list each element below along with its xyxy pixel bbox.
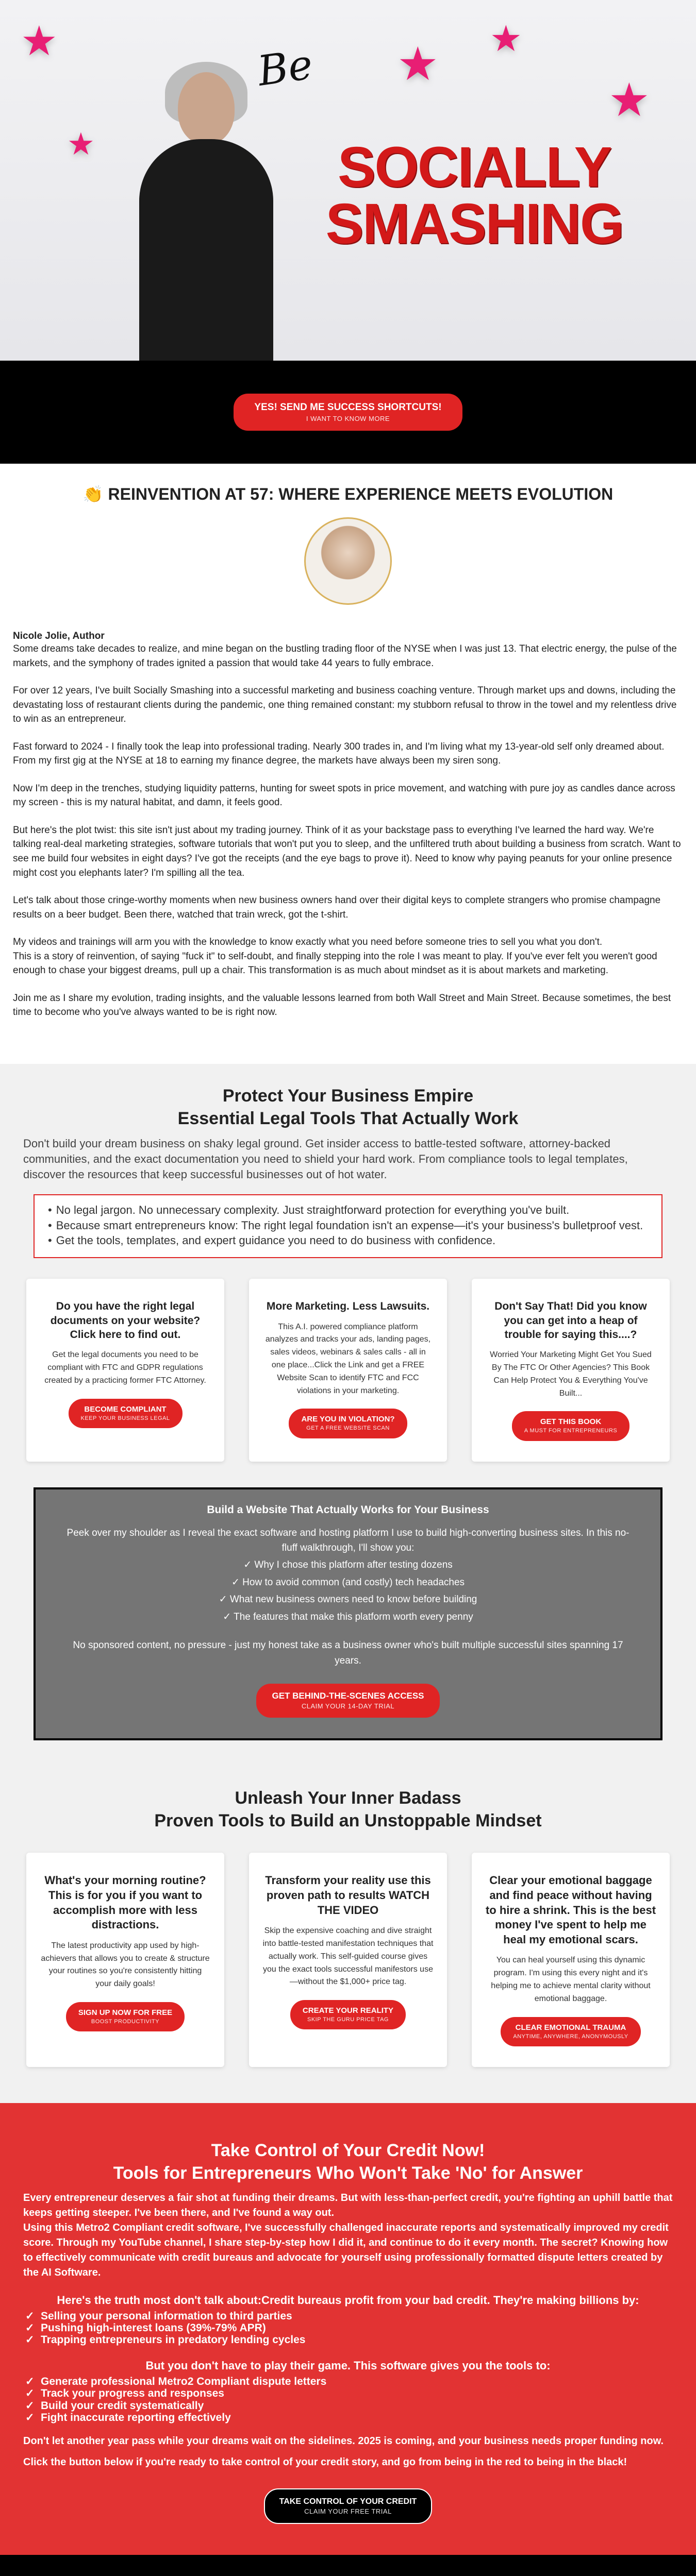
star-icon: ★ bbox=[21, 18, 58, 64]
button-label: GET THIS BOOK bbox=[540, 1417, 602, 1427]
story-paragraph: But here's the plot twist: this site isn't just about my trading journey. Think of it as your backstage pass to everything I've learned the hard way. We're talking real-deal marketing strategies, software tutorials that won't put you to sleep, and the unfiltered truth about building a business from scratch. Want to see me build four websites in eight days? I've got the receipts (and the eye bags to prove it). Need to know why paying peanuts for your online presence might cost you elephants later? I'm spilling all the tea. bbox=[13, 824, 681, 878]
legal-card bbox=[472, 1279, 670, 1461]
card-title: Do you have the right legal documents on your website? Click here to find out. bbox=[50, 1300, 201, 1341]
truth-list bbox=[23, 2310, 673, 2346]
button-label: YES! SEND ME SUCCESS SHORTCUTS! bbox=[254, 401, 442, 413]
bullet-text: Because smart entrepreneurs know: The right legal foundation isn't an expense—it's your business's bulletproof vest. bbox=[56, 1218, 643, 1232]
list-item: ✓ Track your progress and responses bbox=[23, 2387, 673, 2399]
credit-closing: Click the button below if you're ready to take control of your credit story, and go from being in the red to being in the black! bbox=[23, 2456, 627, 2468]
mindset-card bbox=[26, 1853, 224, 2066]
bullet-icon: • bbox=[48, 1204, 52, 1217]
button-sublabel: CLAIM YOUR FREE TRIAL bbox=[304, 2507, 392, 2515]
story-paragraph: My videos and trainings will arm you with the knowledge to know exactly what you need before someone tries to sell you what you don't. bbox=[13, 937, 603, 948]
story-section bbox=[13, 464, 683, 1064]
story-heading bbox=[13, 484, 683, 504]
mindset-card bbox=[249, 1853, 447, 2066]
get-book-button[interactable] bbox=[512, 1411, 630, 1440]
check-icon: ✓ bbox=[223, 1611, 234, 1622]
bullet-text: Get the tools, templates, and expert guidance you need to do business with confidence. bbox=[56, 1233, 496, 1247]
check-icon: ✓ bbox=[231, 1577, 243, 1588]
story-paragraph: This is a story of reinvention, of saying "fuck it" to self-doubt, and finally stepping into the role I was meant to play. If you've ever felt you weren't good enough to chase your biggest dreams, pull up a chair. This transformation is as much about mindset as it is about markets and marketing. bbox=[13, 951, 657, 976]
credit-heading bbox=[23, 2139, 673, 2184]
list-item bbox=[48, 1204, 648, 1216]
hero-banner bbox=[0, 0, 696, 361]
list-item: ✓ Build your credit systematically bbox=[23, 2400, 673, 2412]
item-text: Why I chose this platform after testing dozens bbox=[254, 1560, 453, 1571]
legal-card bbox=[26, 1279, 224, 1461]
clap-icon: 👏 bbox=[82, 485, 104, 503]
check-icon: ✓ bbox=[243, 1560, 255, 1571]
mindset-section bbox=[0, 1771, 696, 2103]
story-paragraph: Join me as I share my evolution, trading insights, and the valuable lessons learned from both Wall Street and Main Street. Because sometimes, the best time to become who you've always wanted to be is right now. bbox=[13, 992, 671, 1018]
button-label: ARE YOU IN VIOLATION? bbox=[301, 1415, 395, 1424]
credit-paragraph: Every entrepreneur deserves a fair shot at funding their dreams. But with less-than-perfect credit, you're fighting an uphill battle that keeps getting steeper. I've been there, and I've found a way out. bbox=[23, 2192, 673, 2219]
mindset-cards bbox=[0, 1853, 696, 2066]
card-title: What's your morning routine? This is for you if you want to accomplish more with less distractions. bbox=[44, 1874, 206, 1931]
tools-list bbox=[23, 2376, 673, 2423]
hero-title-line1: SOCIALLY bbox=[337, 135, 611, 199]
legal-heading-line2: Essential Legal Tools That Actually Work bbox=[177, 1109, 519, 1129]
legal-tools-section bbox=[0, 1064, 696, 1771]
bullet-text: No legal jargon. No unnecessary complexity. Just straightforward protection for everything you've built. bbox=[56, 1204, 570, 1217]
button-sublabel: GET A FREE WEBSITE SCAN bbox=[306, 1425, 390, 1432]
credit-paragraph: Using this Metro2 Compliant credit software, I've successfully challenged inaccurate reports and systematically improved my credit score. Through my YouTube channel, I share step-by-step how I did it, and continue to do it every month. The secret? Knowing how to effectively communicate with credit bureaus and advocate for yourself using professionally formatted dispute letters created by the AI Software. bbox=[23, 2222, 669, 2279]
website-builder-box bbox=[34, 1487, 662, 1740]
truth-heading: Here's the truth most don't talk about:Credit bureaus profit from your bad credit. They're making billions by: bbox=[57, 2294, 639, 2307]
mindset-heading-line1: Unleash Your Inner Badass bbox=[235, 1788, 461, 1808]
card-title: More Marketing. Less Lawsuits. bbox=[266, 1300, 430, 1313]
card-title: Don't Say That! Did you know you can get into a heap of trouble for saying this....? bbox=[494, 1300, 647, 1341]
card-text: Worried Your Marketing Might Get You Sued By The FTC Or Other Agencies? This Book Can Help Protect You & Everything You've Built... bbox=[490, 1350, 652, 1398]
list-item: ✓ Generate professional Metro2 Compliant dispute letters bbox=[23, 2376, 673, 2387]
credit-heading-line2: Tools for Entrepreneurs Who Won't Take 'No' for Answer bbox=[113, 2163, 583, 2183]
take-control-credit-button[interactable] bbox=[264, 2488, 433, 2524]
box-outro: No sponsored content, no pressure - just my honest take as a business owner who's built multiple successful sites spanning 17 years. bbox=[73, 1640, 623, 1666]
create-reality-button[interactable] bbox=[290, 2000, 406, 2029]
list-item: ✓ Fight inaccurate reporting effectively bbox=[23, 2412, 673, 2424]
mindset-heading bbox=[0, 1787, 696, 1832]
star-icon: ★ bbox=[608, 75, 650, 126]
hero-title bbox=[314, 135, 634, 256]
author-name: Nicole Jolie, Author bbox=[13, 631, 105, 641]
list-item bbox=[61, 1609, 635, 1624]
card-text: You can heal yourself using this dynamic program. I'm using this every night and it's helping me to achieve mental clarity without emotional baggage. bbox=[491, 1956, 651, 2003]
button-sublabel: A MUST FOR ENTREPRENEURS bbox=[524, 1428, 618, 1434]
button-sublabel: I WANT TO KNOW MORE bbox=[306, 414, 390, 422]
button-label: BECOME COMPLIANT bbox=[84, 1404, 167, 1414]
become-compliant-button[interactable] bbox=[69, 1399, 183, 1428]
hero-title-be: Be bbox=[255, 40, 316, 95]
box-intro: Peek over my shoulder as I reveal the exact software and hosting platform I use to build high-converting business sites. In this no-fluff walkthrough, I'll show you: bbox=[67, 1527, 629, 1553]
credit-heading-line1: Take Control of Your Credit Now! bbox=[211, 2140, 485, 2160]
button-label: SIGN UP NOW FOR FREE bbox=[78, 2008, 173, 2017]
mindset-heading-line2: Proven Tools to Build an Unstoppable Mindset bbox=[154, 1811, 542, 1831]
button-label: CLEAR EMOTIONAL TRAUMA bbox=[515, 2023, 626, 2032]
bullet-icon: • bbox=[48, 1218, 52, 1232]
button-sublabel: KEEP YOUR BUSINESS LEGAL bbox=[80, 1415, 170, 1421]
list-item: ✓ Pushing high-interest loans (39%-79% APR) bbox=[23, 2322, 673, 2334]
legal-cards bbox=[0, 1279, 696, 1461]
button-label: GET BEHIND-THE-SCENES ACCESS bbox=[272, 1691, 424, 1701]
clear-trauma-button[interactable] bbox=[501, 2017, 640, 2046]
story-paragraph: For over 12 years, I've built Socially Smashing into a successful marketing and business coaching venture. Through market ups and downs, including the devastating loss of restaurant clients during the pandemic, one thing remained constant: my stubborn refusal to throw in the towel and my relentless drive to win as an entrepreneur. bbox=[13, 685, 677, 725]
card-title: Transform your reality use this proven path to results WATCH THE VIDEO bbox=[265, 1874, 431, 1917]
card-text: This A.I. powered compliance platform analyzes and tracks your ads, landing pages, sales videos, webinars & sales calls - all in one place...Click the Link and get a FREE Website Scan to identify FTC and FCC violations in your marketing. bbox=[265, 1322, 431, 1395]
list-item: ✓ Selling your personal information to third parties bbox=[23, 2310, 673, 2322]
button-sublabel: CLAIM YOUR 14-DAY TRIAL bbox=[301, 1702, 395, 1710]
button-sublabel: ANYTIME, ANYWHERE, ANONYMOUSLY bbox=[513, 2033, 628, 2040]
story-heading-text: REINVENTION AT 57: WHERE EXPERIENCE MEETS EVOLUTION bbox=[108, 485, 614, 503]
legal-intro: Don't build your dream business on shaky legal ground. Get insider access to battle-tested software, attorney-backed communities, and the exact documentation you need to shield your hard work. From compliance tools to legal templates, discover the resources that keep successful businesses out of hot water. bbox=[23, 1137, 628, 1181]
hero-cta-band bbox=[0, 361, 696, 464]
star-icon: ★ bbox=[397, 39, 439, 90]
list-item bbox=[48, 1234, 648, 1247]
item-text: How to avoid common (and costly) tech headaches bbox=[242, 1577, 465, 1588]
list-item bbox=[61, 1575, 635, 1590]
story-paragraph: Now I'm deep in the trenches, studying liquidity patterns, hunting for sweet spots in price movement, and watching with pure joy as candles dance across my screen - this is my natural habitat, and damn, it feels good. bbox=[13, 783, 675, 808]
item-text: The features that make this platform worth every penny bbox=[234, 1611, 473, 1622]
card-text: Get the legal documents you need to be compliant with FTC and GDPR regulations created by a practicing former FTC Attorney. bbox=[44, 1350, 206, 1385]
legal-card bbox=[249, 1279, 447, 1461]
website-scan-button[interactable] bbox=[289, 1409, 407, 1438]
check-icon: ✓ bbox=[219, 1594, 230, 1605]
story-paragraph: Fast forward to 2024 - I finally took the leap into professional trading. Nearly 300 trades in, and I'm living what my 13-year-old self only dreamed about. From my first gig at the NYSE at 18 to earning my finance degree, the markets have always been my siren song. bbox=[13, 741, 665, 767]
bullet-icon: • bbox=[48, 1233, 52, 1247]
button-sublabel: BOOST PRODUCTIVITY bbox=[91, 2018, 160, 2025]
hero-portrait bbox=[129, 62, 284, 361]
story-paragraph: Let's talk about those cringe-worthy moments when new business owners hand over their digital keys to complete strangers who promise champagne results on a beer budget. Been there, watched that train wreck, got the t-shirt. bbox=[13, 895, 661, 920]
author-avatar bbox=[304, 517, 392, 605]
sign-up-free-button[interactable] bbox=[66, 2002, 185, 2031]
success-shortcuts-button[interactable] bbox=[234, 394, 462, 431]
credit-cta bbox=[23, 2488, 673, 2524]
list-item bbox=[61, 1557, 635, 1572]
card-title: Clear your emotional baggage and find peace without having to hire a shrink. This is the best money I've spent to help me heal my emotional scars. bbox=[485, 1874, 656, 1946]
card-text: The latest productivity app used by high-achievers that allows you to create & structure your routines so you're consistently hitting your daily goals! bbox=[41, 1941, 210, 1989]
star-icon: ★ bbox=[67, 127, 95, 161]
story-paragraph: Some dreams take decades to realize, and mine began on the bustling trading floor of the NYSE when I was just 13. That electric energy, the pulse of the markets, and the symphony of trades ignited a passion that would take 44 years to fully embrace. bbox=[13, 643, 677, 669]
legal-heading-line1: Protect Your Business Empire bbox=[222, 1086, 474, 1106]
item-text: What new business owners need to know before building bbox=[229, 1594, 477, 1605]
button-label: TAKE CONTROL OF YOUR CREDIT bbox=[279, 2497, 417, 2506]
behind-scenes-button[interactable] bbox=[256, 1684, 439, 1718]
box-title: Build a Website That Actually Works for Your Business bbox=[207, 1503, 489, 1516]
list-item bbox=[48, 1219, 648, 1232]
social-links bbox=[0, 2555, 696, 2576]
button-sublabel: SKIP THE GURU PRICE TAG bbox=[307, 2016, 389, 2023]
credit-closing: Don't let another year pass while your dreams wait on the sidelines. 2025 is coming, and your business needs proper funding now. bbox=[23, 2435, 664, 2447]
legal-bullets bbox=[34, 1194, 662, 1258]
list-item: ✓ Trapping entrepreneurs in predatory lending cycles bbox=[23, 2334, 673, 2346]
hero-title-line2: SMASHING bbox=[325, 192, 623, 256]
star-icon: ★ bbox=[490, 19, 522, 59]
legal-heading bbox=[0, 1084, 696, 1130]
card-text: Skip the expensive coaching and dive straight into battle-tested manifestation techniques that actually work. This self-guided course gives you the exact tools successful manifestors use—without the $1,000+ price tag. bbox=[262, 1926, 434, 1987]
tools-heading: But you don't have to play their game. This software gives you the tools to: bbox=[145, 2359, 551, 2372]
credit-section bbox=[0, 2103, 696, 2555]
list-item bbox=[61, 1592, 635, 1607]
button-label: CREATE YOUR REALITY bbox=[302, 2006, 394, 2015]
mindset-card bbox=[472, 1853, 670, 2066]
